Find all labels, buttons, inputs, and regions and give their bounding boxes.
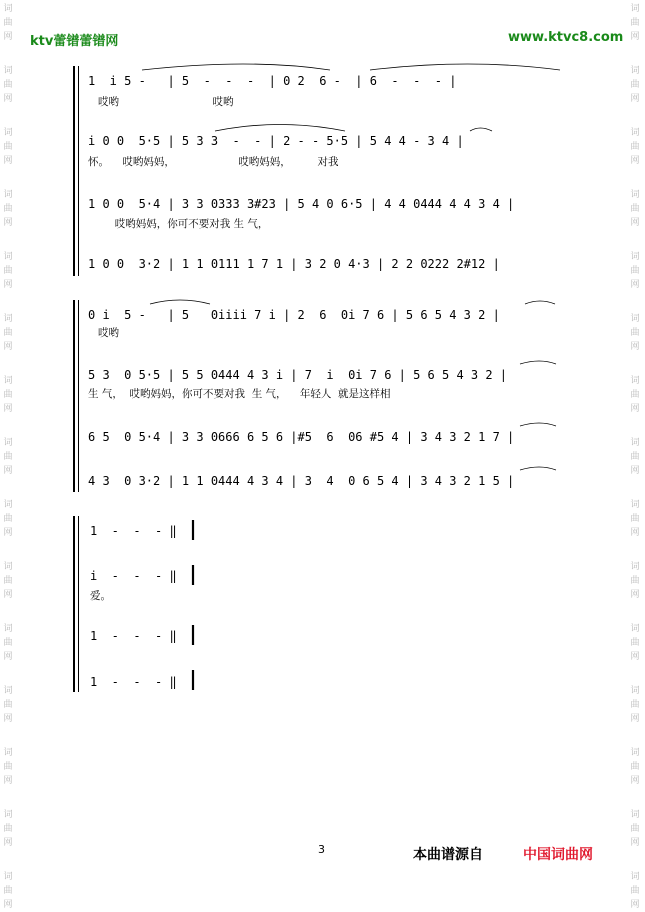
watermark-char: 曲: [3, 514, 13, 524]
watermark-char: 网: [3, 714, 13, 724]
watermark-char: 网: [3, 404, 13, 414]
watermark-char: 曲: [630, 700, 640, 710]
staff-notes: i 0 0 5·5 | 5 3 3 - - | 2 - - 5·5 | 5 4 4 - 3 4 |: [88, 134, 464, 148]
slur-arc: [370, 64, 560, 70]
watermark-char: 词: [3, 376, 13, 386]
watermark-char: 词: [630, 314, 640, 324]
watermark-char: 曲: [630, 142, 640, 152]
watermark-char: 网: [3, 590, 13, 600]
slur-arc: [142, 64, 330, 70]
watermark-char: 曲: [630, 514, 640, 524]
watermark-char: 网: [630, 94, 640, 104]
watermark-char: 词: [3, 748, 13, 758]
watermark-char: 网: [3, 32, 13, 42]
watermark-char: 曲: [630, 266, 640, 276]
watermark-char: 词: [630, 562, 640, 572]
watermark-char: 曲: [630, 390, 640, 400]
watermark-char: 词: [3, 686, 13, 696]
slur-arc: [215, 125, 345, 132]
watermark-char: 词: [3, 500, 13, 510]
watermark-char: 曲: [3, 700, 13, 710]
staff-notes: 0 i 5 - | 5 0iiii 7 i | 2 6 0i 7 6 | 5 6 5 4 3 2 |: [88, 308, 500, 322]
staff-notes: 5 3 0 5·5 | 5 5 0444 4 3 i | 7 i 0i 7 6 | 5 6 5 4 3 2 |: [88, 368, 508, 382]
source-name: 中国词曲网: [523, 847, 593, 863]
watermark-char: 词: [630, 4, 640, 14]
watermark-char: 词: [630, 500, 640, 510]
watermark-char: 曲: [630, 328, 640, 338]
watermark-char: 网: [3, 528, 13, 538]
watermark-char: 网: [630, 280, 640, 290]
watermark-char: 网: [3, 466, 13, 476]
watermark-char: 网: [630, 32, 640, 42]
staff-lyrics: 怀。 哎哟妈妈， 哎哟妈妈， 对我: [88, 156, 339, 168]
watermark-char: 曲: [3, 142, 13, 152]
staff-notes: 1 0 0 5·4 | 3 3 0333 3#23 | 5 4 0 6·5 | 4 4 0444 4 4 3 4 |: [88, 197, 515, 211]
slur-arc: [520, 467, 556, 470]
slur-arc: [520, 361, 556, 364]
watermark-char: 词: [3, 4, 13, 14]
watermark-char: 词: [3, 438, 13, 448]
slur-arc: [525, 301, 555, 304]
watermark-char: 词: [630, 190, 640, 200]
watermark-char: 曲: [3, 80, 13, 90]
staff-lyrics: 哎哟 哎哟: [88, 96, 234, 108]
watermark-char: 曲: [630, 762, 640, 772]
watermark-char: 曲: [3, 18, 13, 28]
watermark-char: 词: [630, 128, 640, 138]
staff-notes: 1 - - - ‖: [90, 524, 177, 538]
watermark-char: 词: [3, 314, 13, 324]
staff-notes: i - - - ‖: [90, 569, 177, 583]
watermark-char: 词: [630, 686, 640, 696]
staff-notes: 1 0 0 3·2 | 1 1 0111 1 7 1 | 3 2 0 4·3 | 2 2 0222 2#12 |: [88, 257, 500, 271]
watermark-char: 网: [630, 466, 640, 476]
watermark-char: 曲: [630, 452, 640, 462]
watermark-char: 网: [630, 776, 640, 786]
watermark-char: 词: [3, 624, 13, 634]
watermark-char: 曲: [630, 80, 640, 90]
watermark-char: 曲: [3, 576, 13, 586]
staff-lyrics: 哎哟妈妈，你可不要对我 生 气，: [88, 218, 269, 230]
watermark-char: 曲: [630, 638, 640, 648]
watermark-char: 词: [630, 438, 640, 448]
watermark-char: 词: [630, 252, 640, 262]
watermark-char: 网: [3, 838, 13, 848]
site-url-right: www.ktvc8.com: [508, 30, 624, 45]
watermark-char: 曲: [630, 204, 640, 214]
watermark-char: 词: [3, 128, 13, 138]
watermark-char: 曲: [630, 886, 640, 896]
watermark-char: 网: [630, 218, 640, 228]
watermark-char: 词: [3, 66, 13, 76]
watermark-char: 网: [630, 342, 640, 352]
staff-lyrics: 爱。: [90, 590, 111, 602]
watermark-char: 网: [630, 590, 640, 600]
staff-lyrics: 生 气， 哎哟妈妈，你可不要对我 生 气， 年轻人 就是这样相: [88, 388, 391, 400]
watermark-char: 网: [3, 776, 13, 786]
watermark-char: 网: [630, 838, 640, 848]
watermark-char: 网: [3, 94, 13, 104]
watermark-char: 词: [3, 872, 13, 882]
watermark-char: 网: [630, 900, 640, 910]
slur-arc: [520, 423, 556, 426]
watermark-char: 网: [3, 652, 13, 662]
watermark-char: 曲: [3, 204, 13, 214]
watermark-char: 曲: [3, 762, 13, 772]
watermark-char: 词: [3, 252, 13, 262]
watermark-char: 网: [3, 156, 13, 166]
source-prefix: 本曲谱源自: [413, 847, 483, 863]
staff-notes: 1 - - - ‖: [90, 675, 177, 689]
staff-notes: 1 i 5 - | 5 - - - | 0 2 6 - | 6 - - - |: [88, 74, 457, 88]
watermark-char: 网: [3, 280, 13, 290]
watermark-char: 网: [630, 652, 640, 662]
site-logo-left: ktv蕾镨蕾镨网: [30, 34, 119, 49]
watermark-char: 曲: [630, 576, 640, 586]
watermark-char: 词: [3, 190, 13, 200]
staff-lyrics: 哎哟: [88, 327, 120, 339]
watermark-char: 曲: [3, 824, 13, 834]
watermark-char: 曲: [630, 824, 640, 834]
watermark-char: 词: [3, 810, 13, 820]
staff-notes: 6 5 0 5·4 | 3 3 0666 6 5 6 |#5 6 06 #5 4 | 3 4 3 2 1 7 |: [88, 430, 515, 444]
watermark-char: 词: [630, 376, 640, 386]
watermark-char: 曲: [630, 18, 640, 28]
staff-notes: 1 - - - ‖: [90, 629, 177, 643]
watermark-char: 词: [3, 562, 13, 572]
page-number: 3: [318, 843, 325, 856]
watermark-char: 曲: [3, 638, 13, 648]
watermark-char: 曲: [3, 886, 13, 896]
slur-arc: [470, 128, 492, 131]
watermark-char: 曲: [3, 390, 13, 400]
watermark-char: 词: [630, 66, 640, 76]
watermark-char: 网: [630, 404, 640, 414]
watermark-char: 词: [630, 810, 640, 820]
watermark-char: 曲: [3, 328, 13, 338]
watermark-char: 网: [3, 218, 13, 228]
watermark-char: 词: [630, 872, 640, 882]
watermark-char: 网: [630, 528, 640, 538]
watermark-char: 网: [3, 900, 13, 910]
watermark-char: 网: [3, 342, 13, 352]
watermark-char: 词: [630, 624, 640, 634]
watermark-char: 词: [630, 748, 640, 758]
watermark-char: 网: [630, 714, 640, 724]
staff-notes: 4 3 0 3·2 | 1 1 0444 4 3 4 | 3 4 0 6 5 4 | 3 4 3 2 1 5 |: [88, 474, 515, 488]
watermark-char: 网: [630, 156, 640, 166]
slur-arc: [150, 300, 210, 304]
watermark-char: 曲: [3, 266, 13, 276]
watermark-char: 曲: [3, 452, 13, 462]
